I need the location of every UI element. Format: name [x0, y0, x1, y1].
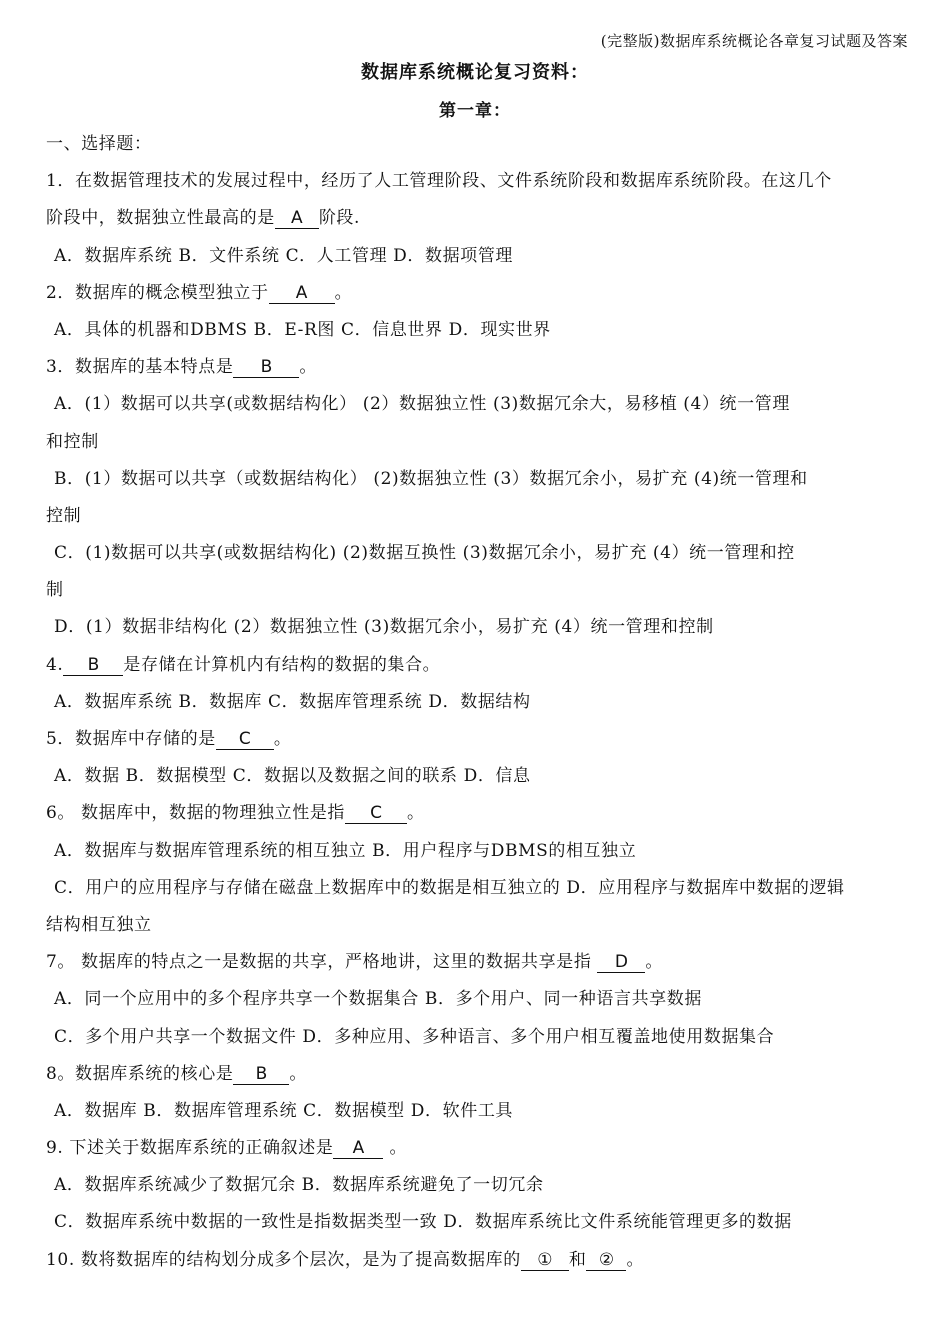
question-6-option-cd: C．用户的应用程序与存储在磁盘上数据库中的数据是相互独立的 D．应用程序与数据库中数据的逻辑: [54, 877, 845, 898]
question-7-option-cd: C．多个用户共享一个数据文件 D．多种应用、多种语言、多个用户相互覆盖地使用数据集合: [54, 1026, 775, 1047]
question-3-option-c: C．(1)数据可以共享(或数据结构化) (2)数据互换性 (3)数据冗余小，易扩充 (4）统一管理和控: [54, 543, 795, 564]
section-heading: 一、选择题：: [46, 134, 152, 154]
answer-blank: C: [216, 729, 274, 750]
question-1-options: A．数据库系统 B．文件系统 C．人工管理 D．数据项管理: [54, 245, 514, 266]
question-1-stem-continued: 阶段中，数据独立性最高的是 A 阶段.: [46, 208, 361, 229]
question-8-stem: 8。数据库系统的核心是 B 。: [46, 1063, 308, 1084]
answer-blank-1: ①: [521, 1250, 569, 1271]
question-3-option-c-continued: 制: [46, 580, 64, 601]
answer-blank: C: [345, 803, 407, 824]
question-2-options: A．具体的机器和DBMS B．E-R图 C．信息世界 D．现实世界: [54, 319, 551, 340]
answer-blank: A: [275, 208, 319, 229]
question-5-options: A．数据 B．数据模型 C．数据以及数据之间的联系 D．信息: [54, 766, 531, 787]
question-4-stem: 4. B 是存储在计算机内有结构的数据的集合。: [46, 654, 441, 675]
question-7-stem: 7。 数据库的特点之一是数据的共享，严格地讲，这里的数据共享是指 D 。: [46, 952, 664, 973]
question-7-option-ab: A．同一个应用中的多个程序共享一个数据集合 B．多个用户、同一种语言共享数据: [54, 989, 702, 1010]
question-6-stem: 6。 数据库中，数据的物理独立性是指 C 。: [46, 803, 425, 824]
question-1-stem: 1．在数据管理技术的发展过程中，经历了人工管理阶段、文件系统阶段和数据库系统阶段。在这几个: [46, 171, 832, 192]
question-9-stem: 9. 下述关于数据库系统的正确叙述是 A 。: [46, 1138, 408, 1159]
question-2-stem: 2．数据库的概念模型独立于 A 。: [46, 282, 353, 303]
question-3-option-a-continued: 和控制: [46, 431, 99, 452]
chapter-heading: 第一章：: [439, 101, 511, 121]
question-3-option-a: A．(1）数据可以共享(或数据结构化） (2）数据独立性 (3)数据冗余大，易移植 (4）统一管理: [54, 394, 790, 415]
answer-blank: D: [597, 952, 645, 973]
document-title: 数据库系统概论复习资料：: [361, 62, 589, 83]
question-3-stem: 3．数据库的基本特点是 B 。: [46, 357, 318, 378]
question-6-option-ab: A．数据库与数据库管理系统的相互独立 B．用户程序与DBMS的相互独立: [54, 840, 637, 861]
question-8-options: A．数据库 B．数据库管理系统 C．数据模型 D．软件工具: [54, 1100, 514, 1121]
answer-blank: A: [333, 1138, 383, 1159]
question-3-option-b-continued: 控制: [46, 505, 82, 526]
question-10-stem: 10. 数将数据库的结构划分成多个层次，是为了提高数据库的 ① 和 ② 。: [46, 1249, 645, 1270]
question-9-option-ab: A．数据库系统减少了数据冗余 B．数据库系统避免了一切冗余: [54, 1175, 544, 1196]
running-header: (完整版)数据库系统概论各章复习试题及答案: [600, 32, 908, 50]
answer-blank: B: [63, 655, 123, 676]
answer-blank: B: [233, 1064, 289, 1085]
question-3-option-b: B．(1）数据可以共享（或数据结构化） (2)数据独立性 (3）数据冗余小，易扩充 (4)统一管理和: [54, 468, 808, 489]
answer-blank: B: [233, 357, 299, 378]
question-3-option-d: D．(1）数据非结构化 (2）数据独立性 (3)数据冗余小，易扩充 (4）统一管理和控制: [54, 617, 714, 638]
question-4-options: A．数据库系统 B．数据库 C．数据库管理系统 D．数据结构: [54, 691, 531, 712]
answer-blank-2: ②: [586, 1250, 626, 1271]
question-6-option-d-continued: 结构相互独立: [46, 914, 152, 935]
question-9-option-cd: C．数据库系统中数据的一致性是指数据类型一致 D．数据库系统比文件系统能管理更多的数据: [54, 1212, 792, 1233]
question-list: [46, 132, 908, 1285]
answer-blank: A: [269, 283, 335, 304]
question-5-stem: 5．数据库中存储的是 C 。: [46, 729, 292, 749]
